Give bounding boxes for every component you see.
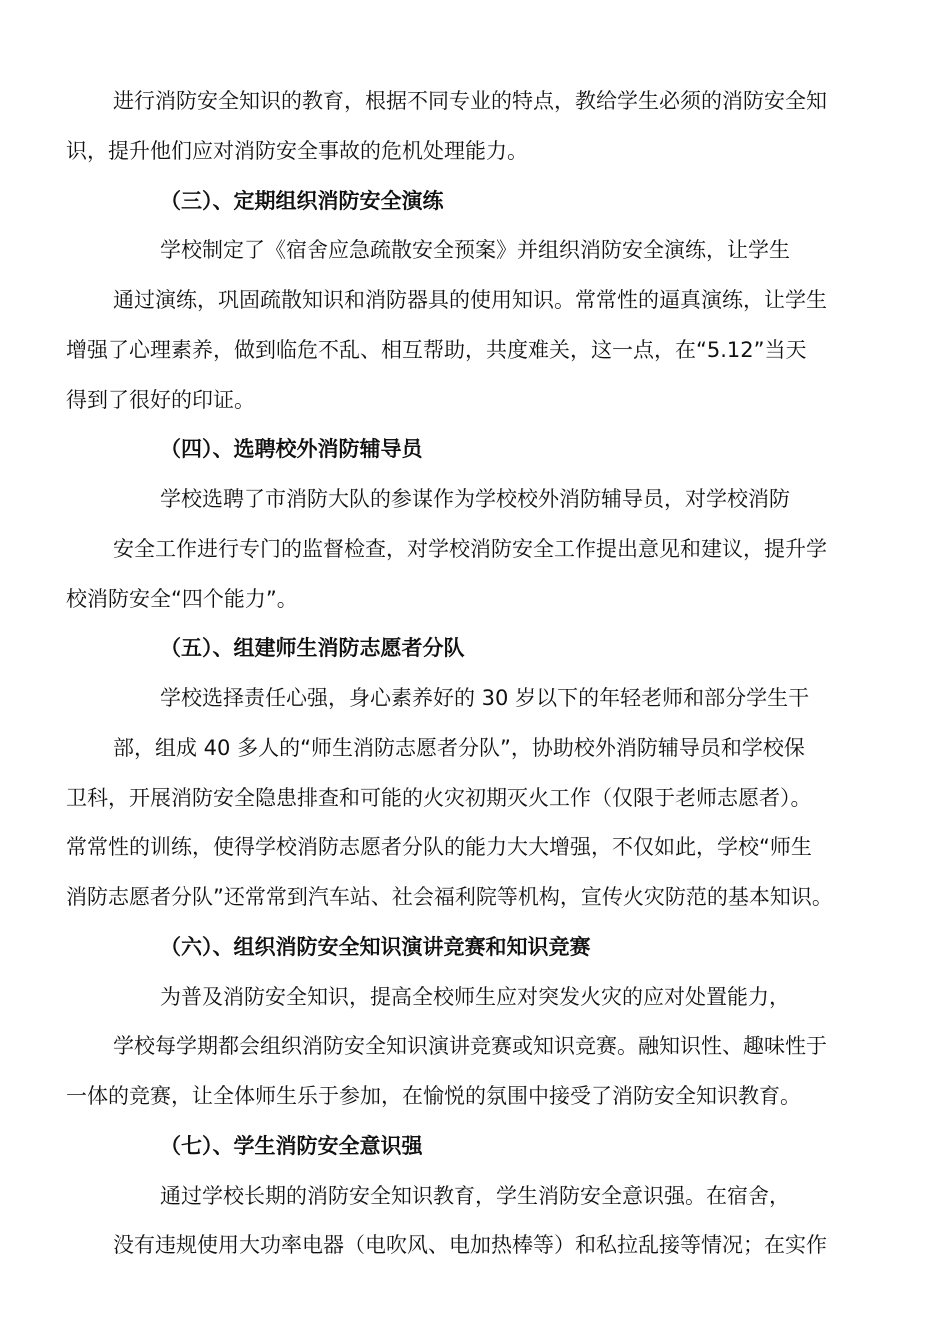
- body-text-line: 得到了很好的印证。: [66, 388, 255, 412]
- body-text-line: 通过演练，巩固疏散知识和消防器具的使用知识。常常性的逼真演练，让学生: [113, 288, 827, 312]
- body-text-line: 消防志愿者分队”还常常到汽车站、社会福利院等机构，宣传火灾防范的基本知识。: [66, 885, 833, 909]
- body-text-line: 常常性的训练，使得学校消防志愿者分队的能力大大增强，不仅如此，学校“师生: [66, 835, 812, 859]
- body-text-line: 没有违规使用大功率电器（电吹风、电加热棒等）和私拉乱接等情况；在实作: [113, 1233, 827, 1257]
- body-text-line: 校消防安全“四个能力”。: [66, 587, 298, 611]
- body-text-line: 学校制定了《宿舍应急疏散安全预案》并组织消防安全演练，让学生: [160, 238, 790, 262]
- body-text-line: 学校每学期都会组织消防安全知识演讲竞赛或知识竞赛。融知识性、趣味性于: [113, 1034, 827, 1058]
- body-text-line: 学校选择责任心强，身心素养好的 30 岁以下的年轻老师和部分学生干: [160, 686, 810, 710]
- body-text-line: 一体的竞赛，让全体师生乐于参加，在愉悦的氛围中接受了消防安全知识教育。: [66, 1084, 801, 1108]
- body-text-line: 部，组成 40 多人的“师生消防志愿者分队”，协助校外消防辅导员和学校保: [113, 736, 805, 760]
- section-heading: （六）、组织消防安全知识演讲竞赛和知识竞赛: [160, 935, 591, 959]
- body-text-line: 安全工作进行专门的监督检查，对学校消防安全工作提出意见和建议，提升学: [113, 537, 827, 561]
- body-text-line: 增强了心理素养，做到临危不乱、相互帮助，共度难关，这一点，在“5.12”当天: [66, 338, 807, 362]
- section-heading: （四）、选聘校外消防辅导员: [160, 437, 423, 461]
- section-heading: （五）、组建师生消防志愿者分队: [160, 636, 465, 660]
- body-text-line: 进行消防安全知识的教育，根据不同专业的特点，教给学生必须的消防安全知: [113, 89, 827, 113]
- body-text-line: 通过学校长期的消防安全知识教育，学生消防安全意识强。在宿舍，: [160, 1184, 790, 1208]
- body-text-line: 卫科，开展消防安全隐患排查和可能的火灾初期灭火工作（仅限于老师志愿者）。: [66, 786, 812, 810]
- body-text-line: 为普及消防安全知识，提高全校师生应对突发火灾的应对处置能力，: [160, 985, 790, 1009]
- body-text-line: 识，提升他们应对消防安全事故的危机处理能力。: [66, 139, 528, 163]
- section-heading: （七）、学生消防安全意识强: [160, 1134, 423, 1158]
- body-text-line: 学校选聘了市消防大队的参谋作为学校校外消防辅导员，对学校消防: [160, 487, 790, 511]
- section-heading: （三）、定期组织消防安全演练: [160, 189, 444, 213]
